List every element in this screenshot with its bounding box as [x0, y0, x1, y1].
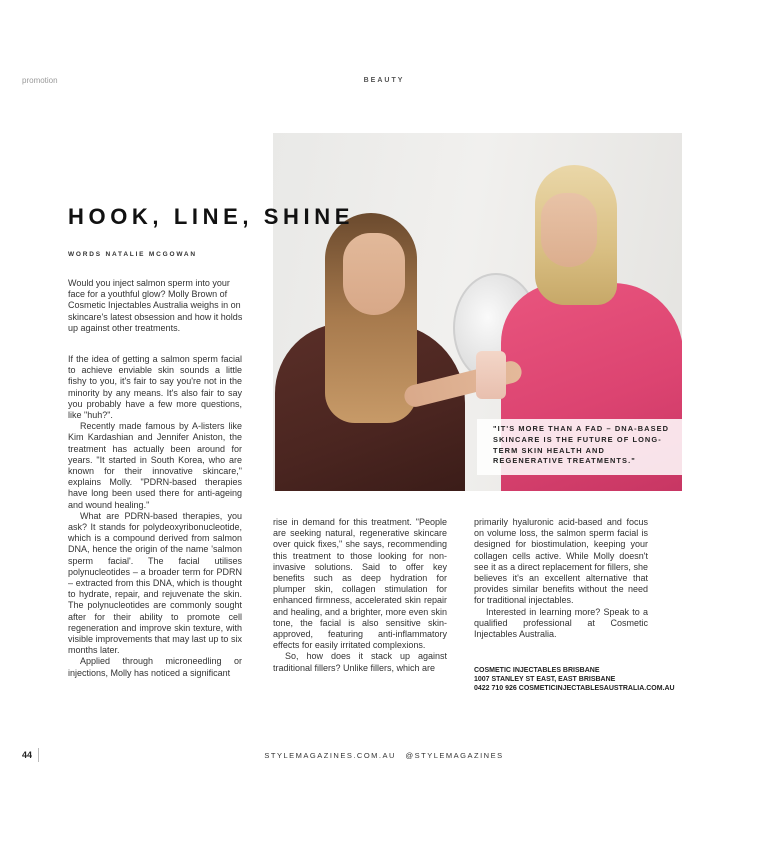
footer-social-link[interactable]: @STYLEMAGAZINES	[405, 751, 504, 760]
footer-website-link[interactable]: STYLEMAGAZINES.COM.AU	[264, 751, 396, 760]
page-number: 44	[22, 750, 33, 760]
intro-paragraph: Would you inject salmon sperm into your face for a youthful glow? Molly Brown of Cosmetic Injectables Australia weighs in on skincare's latest obsession and how it holds up against other treatments.	[68, 278, 243, 333]
paragraph: If the idea of getting a salmon sperm facial to achieve enviable skin sounds a little fishy to you, it's fair to say you're not in the minority by any means. It's also fair to say you probably have a few more questions, like "huh?".	[68, 354, 242, 421]
article-intro	[68, 278, 246, 334]
paragraph: rise in demand for this treatment. "People are seeking natural, regenerative skincare over quick fixes," she says, recommending this treatment to those looking for non-invasive solutions. Said to offer key benefits such as deep hydration for plumper skin, collagen stimulation for enhanced firmness, accelerated skin repair and healing, and a brighter, more even skin tone, the facial is also sensitive skin-approved, featuring anti-inflammatory effects for easily irritated complexions.	[273, 517, 447, 651]
practitioner-face	[541, 193, 597, 267]
paragraph: So, how does it stack up against traditional fillers? Unlike fillers, which are	[273, 651, 447, 673]
article-title: HOOK, LINE, SHINE	[68, 204, 354, 229]
product-bottle	[476, 351, 506, 399]
paragraph: Interested in learning more? Speak to a qualified professional at Cosmetic Injectables Australia.	[474, 606, 648, 640]
column-1	[68, 354, 242, 679]
column-2	[273, 517, 447, 674]
column-3	[474, 517, 648, 640]
paragraph: Applied through microneedling or injections, Molly has noticed a significant	[68, 656, 242, 678]
contact-block	[474, 667, 694, 693]
paragraph: primarily hyaluronic acid-based and focus on volume loss, the salmon sperm facial is designed for biostimulation, keeping your collagen cells active. While Molly doesn't see it as a direct replacement for fillers, she believes it's an excellent alternative that provides similar benefits without the need for traditional injectables.	[474, 517, 648, 606]
patient-face	[343, 233, 405, 315]
contact-name: COSMETIC INJECTABLES BRISBANE	[474, 667, 600, 674]
pull-quote-text: "IT'S MORE THAN A FAD – DNA-BASED SKINCARE IS THE FUTURE OF LONG-TERM SKIN HEALTH AND REGENERATIVE TREATMENTS."	[493, 424, 670, 466]
section-title: BEAUTY	[363, 77, 405, 84]
section-label: promotion	[22, 76, 58, 85]
paragraph: Recently made famous by A-listers like Kim Kardashian and Jennifer Aniston, the treatment has actually been around for years. "It started in South Korea, who are known for their innovative skincare," explains Molly. "PDRN-based therapies have long been used there for anti-ageing and wound healing."	[68, 421, 242, 510]
paragraph: What are PDRN-based therapies, you ask? It stands for polydeoxyribonucleotide, which is a compound derived from salmon DNA, hence the origin of the name 'salmon sperm facial'. The facial utilises polynucleotides – a broader term for PDRN – extracted from this DNA, which is thought to hydrate, repair, and rejuvenate the skin. The polynucleotides are commonly sought after for their ability to promote cell regeneration and improve skin texture, with visible improvements that may last up to six months later.	[68, 510, 242, 656]
contact-phone-web: 0422 710 926 COSMETICINJECTABLESAUSTRALIA.COM.AU	[474, 684, 675, 692]
contact-address: 1007 STANLEY ST EAST, EAST BRISBANE	[474, 675, 616, 683]
pull-quote	[477, 419, 682, 475]
footer-links	[0, 751, 768, 760]
article-byline: WORDS NATALIE MCGOWAN	[68, 251, 197, 258]
